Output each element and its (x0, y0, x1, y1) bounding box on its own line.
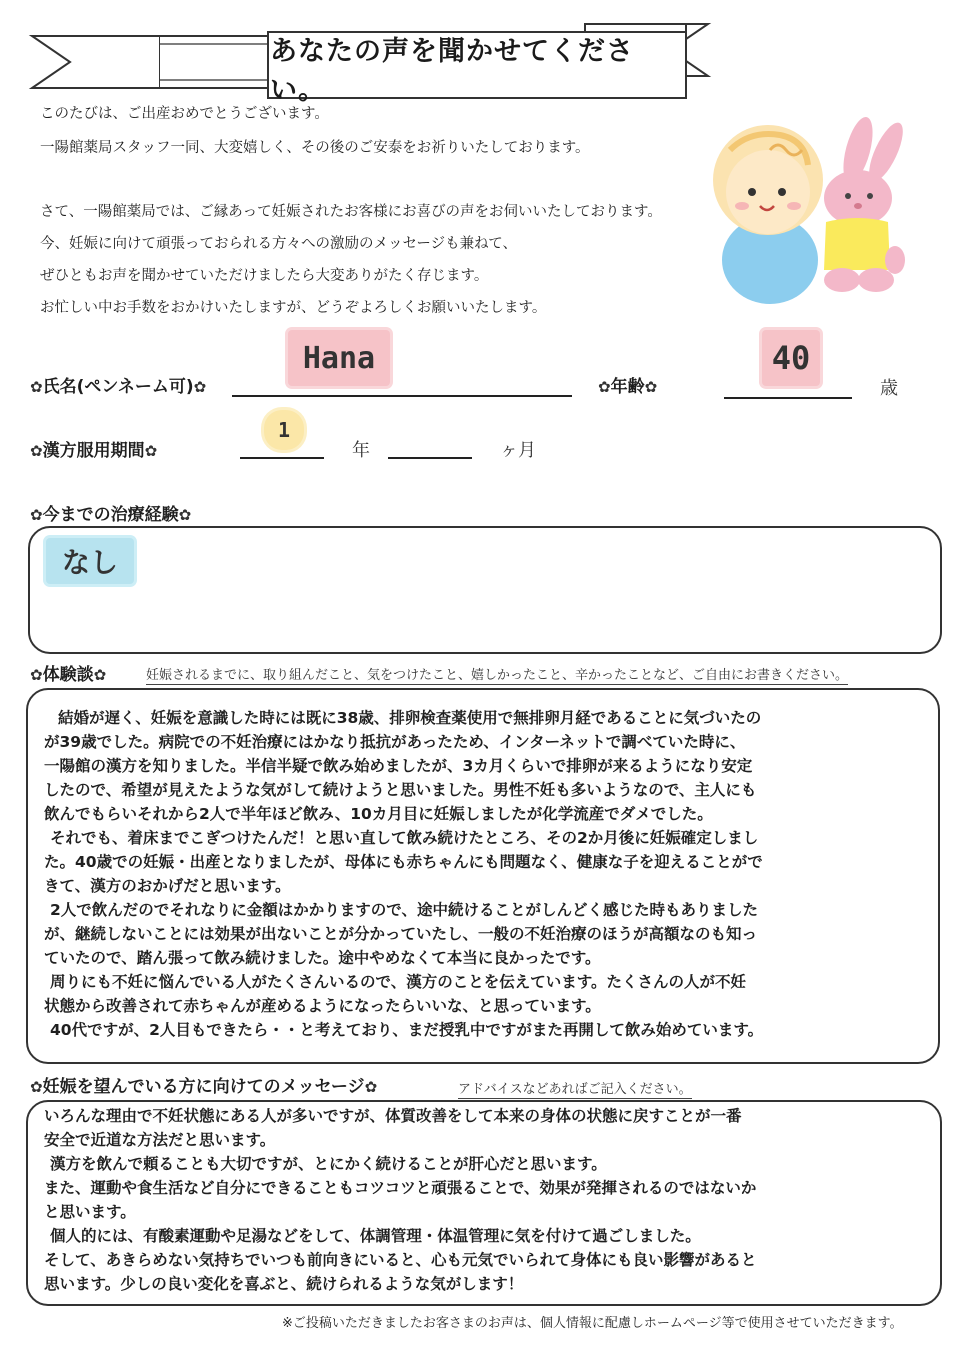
flower-mark: ✿ (364, 1078, 378, 1096)
year-unit: 年 (352, 440, 370, 461)
flower-mark: ✿ (30, 1078, 43, 1096)
flower-mark: ✿ (30, 378, 43, 396)
message-line: そして、あきらめない気持ちでいつも前向きにいると、心も元気でいられて身体にも良い影響があると (44, 1251, 757, 1269)
experience-line: が39歳でした。病院での不妊治療にはかなり抵抗があったため、インターネットで調べていた時に、 (44, 733, 746, 751)
name-underline (232, 395, 572, 397)
experience-line: 周りにも不妊に悩んでいる人がたくさんいるので、漢方のことを伝えています。たくさんの人が不妊 (50, 973, 746, 991)
name-label (30, 372, 206, 397)
experience-line: が、継続しないことには効果が出ないことが分かっていたし、一般の不妊治療のほうが高額なのも知っ (44, 925, 758, 943)
name-value[interactable]: Hana (288, 330, 390, 386)
experience-line: た。40歳での妊娠・出産となりましたが、母体にも赤ちゃんにも問題なく、健康な子を迎えることがで (44, 853, 763, 871)
baby-bunny-illustration (690, 110, 920, 310)
flower-mark: ✿ (178, 506, 192, 524)
experience-line: きて、漢方のおかげだと思います。 (44, 877, 291, 895)
privacy-note: ※ご投稿いただきましたお客さまのお声は、個人情報に配慮しホームページ等で使用させていただきます。 (282, 1316, 903, 1331)
age-value[interactable]: 40 (762, 330, 820, 386)
name-label-text: 氏名(ペンネーム可) (42, 377, 194, 397)
period-label (30, 436, 157, 461)
treatment-label-text: 今までの治療経験 (42, 505, 179, 525)
experience-line: したので、希望が見えたような気がして続けようと思いました。男性不妊も多いようなので、主人にも (44, 781, 757, 799)
intro-line: 一陽館薬局スタッフ一同、大変嬉しく、その後のご安泰をお祈りいたしております。 (40, 140, 590, 156)
age-unit: 歳 (880, 378, 898, 399)
flower-mark: ✿ (193, 378, 207, 396)
age-label-text: 年齢 (610, 377, 645, 397)
flower-mark: ✿ (30, 442, 43, 460)
experience-line: 一陽館の漢方を知りました。半信半疑で飲み始めましたが、3カ月くらいで排卵が来るようになり安定 (44, 757, 753, 775)
experience-line: ていたので、踏ん張って飲み続けました。途中やめなくて本当に良かったです。 (44, 949, 601, 967)
message-label-text: 妊娠を望んでいる方に向けてのメッセージ (42, 1077, 365, 1097)
intro-line: ぜひともお声を聞かせていただけましたら大変ありがたく存じます。 (40, 268, 489, 284)
treatment-box[interactable] (28, 526, 942, 654)
message-line: いろんな理由で不妊状態にある人が多いですが、体質改善をして本来の身体の状態に戻すことが一番 (44, 1107, 742, 1125)
treatment-label (30, 500, 191, 525)
message-note: アドバイスなどあればご記入ください。 (458, 1078, 692, 1099)
message-label (30, 1072, 377, 1097)
experience-line: 2人で飲んだのでそれなりに金額はかかりますので、途中続けることがしんどく感じた時もありました (50, 901, 758, 919)
intro-line: さて、一陽館薬局では、ご縁あって妊娠されたお客様にお喜びの声をお伺いいたしております。 (40, 204, 662, 220)
experience-line: 状態から改善されて赤ちゃんが産めるようになったらいいな、と思っています。 (44, 997, 601, 1015)
message-line: と思います。 (44, 1203, 136, 1221)
month-unit: ヶ月 (500, 440, 536, 461)
intro-line: このたびは、ご出産おめでとうございます。 (40, 106, 329, 122)
experience-label (30, 660, 106, 685)
intro-line: 今、妊娠に向けて頑張っておられる方々への激励のメッセージも兼ねて、 (40, 236, 517, 252)
experience-line: 結婚が遅く、妊娠を意識した時には既に38歳、排卵検査薬使用で無排卵月経であることに気づいたの (58, 709, 762, 727)
experience-label-text: 体験談 (42, 665, 94, 685)
experience-note: 妊娠されるまでに、取り組んだこと、気をつけたこと、嬉しかったこと、辛かったことなど、ご自由にお書きください。 (146, 664, 848, 685)
flower-mark: ✿ (93, 666, 107, 684)
period-years-underline (240, 457, 324, 459)
page-title: あなたの声を聞かせてください。 (270, 36, 634, 106)
period-label-text: 漢方服用期間 (42, 441, 145, 461)
flower-mark: ✿ (30, 506, 43, 524)
flower-mark: ✿ (144, 442, 158, 460)
message-line: また、運動や食生活など自分にできることもコツコツと頑張ることで、効果が発揮されるのではないか (44, 1179, 757, 1197)
message-line: 思います。少しの良い変化を喜ぶと、続けられるような気がします！ (44, 1275, 524, 1293)
experience-line: 飲んでもらいそれから2人で半年ほど飲み、10カ月目に妊娠しましたが化学流産でダメでした。 (44, 805, 713, 823)
period-years-value[interactable]: 1 (264, 410, 304, 450)
flower-mark: ✿ (30, 666, 43, 684)
flower-mark: ✿ (644, 378, 658, 396)
treatment-value: なし (46, 538, 134, 584)
experience-line: それでも、着床までこぎつけたんだ！と思い直して飲み続けたところ、その2か月後に妊娠確定しまし (50, 829, 759, 847)
message-line: 漢方を飲んで頼ることも大切ですが、とにかく続けることが肝心だと思います。 (50, 1155, 607, 1173)
period-months-underline[interactable] (388, 457, 472, 459)
message-line: 安全で近道な方法だと思います。 (44, 1131, 276, 1149)
message-line: 個人的には、有酸素運動や足湯などをして、体調管理・体温管理に気を付けて過ごしました。 (50, 1227, 701, 1245)
experience-line: 40代ですが、2人目もできたら・・と考えており、まだ授乳中ですがまた再開して飲み始めています。 (50, 1021, 764, 1039)
age-underline (724, 397, 852, 399)
flower-mark: ✿ (598, 378, 611, 396)
age-label (598, 372, 657, 397)
intro-line: お忙しい中お手数をおかけいたしますが、どうぞよろしくお願いいたします。 (40, 300, 547, 316)
